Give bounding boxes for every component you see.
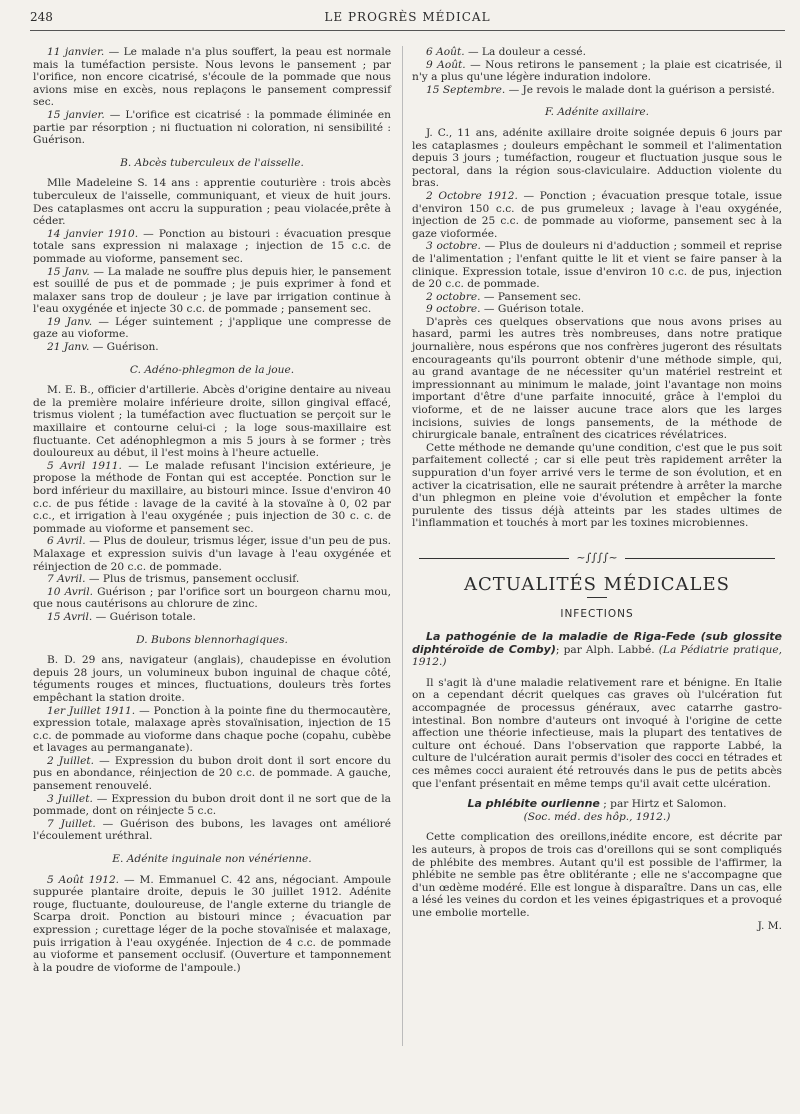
paragraph xyxy=(412,84,782,97)
entry-date: 6 Avril. xyxy=(47,535,86,548)
paragraph xyxy=(33,793,391,818)
entry-date: 15 janvier. xyxy=(47,108,105,121)
entry-date: 9 octobre. xyxy=(426,303,481,316)
entry-text: — Guérison. xyxy=(89,341,159,354)
entry-text: — Expression du bubon droit dont il ne sort que de la pommade, dont on réinjecte 5 c.c. xyxy=(33,792,391,818)
entry-date: 15 Avril. xyxy=(47,610,93,623)
entry-date: 21 Janv. xyxy=(47,341,90,354)
entry-date: 3 octobre. xyxy=(426,240,481,253)
section-heading-d: D. Bubons blennorhagiques. xyxy=(136,633,288,646)
entry-date: 19 Janv. xyxy=(47,315,93,328)
entry-text: — Léger suintement ; j'applique une compresse de gaze au vioforme. xyxy=(33,315,391,341)
right-column xyxy=(412,46,782,932)
paragraph xyxy=(33,535,391,573)
section-heading-f: F. Adénite axillaire. xyxy=(544,106,650,119)
paragraph xyxy=(412,240,782,290)
article-title: La phlébite ourlienne xyxy=(467,797,600,811)
entry-text: — Plus de douleur, trismus léger, issue d'un peu de pus. Malaxage et expression suivis d'un lavage à l'eau oxygénée et réinjection de 20 c.c. de pommade. xyxy=(33,535,391,573)
spacer xyxy=(412,669,782,677)
paragraph xyxy=(33,109,391,147)
entry-text: — Le malade refusant l'incision extérieure, je propose la méthode de Fontan qui est acceptée. Ponction sur le bord inférieur du maxillaire, au bistouri mince. Issue d'environ 40 c.c. de pus fétide : lavage de la cavité à la stovaïne à 0, 02 par c.c., et irrigation à l'eau oxygénée ; puis injection de 30 c. c. de pommade au vioforme et pansement sec. xyxy=(33,459,391,535)
entry-date: 1er Juillet 1911. xyxy=(47,704,136,717)
page-header xyxy=(30,10,785,30)
section-title: ACTUALITÉS MÉDICALES xyxy=(464,573,730,595)
article-authors: ; par Alph. Labbé. xyxy=(555,643,655,656)
entry-text: — La douleur a cessé. xyxy=(464,46,586,58)
paragraph xyxy=(33,818,391,843)
entry-text: — Guérison totale. xyxy=(480,303,585,316)
paragraph: Mlle Madeleine S. 14 ans : apprentie couturière : trois abcès tuberculeux de l'aisselle, communiquant, et vieux de huit jours. Des cataplasmes ont accru la suppuration ; peau violacée,prête à céder. xyxy=(33,177,391,228)
journal-title: LE PROGRÈS MÉDICAL xyxy=(324,10,491,24)
paragraph: B. D. 29 ans, navigateur (anglais), chaudepisse en évolution depuis 28 jours, un volumineux bubon inguinal de chaque côté, téguments rouges et minces, fluctuations, douleurs très fortes empêchant la station droite. xyxy=(33,654,391,704)
paragraph: D'après ces quelques observations que nous avons prises au hasard, parmi les autres très nombreuses, dans notre pratique journalière, nous espérons que nos confrères jugeront des résultats encourageants qu'ils pourront obtenir d'une méthode simple, qui, au grand avantage de ne nécessiter qu'un matériel restreint et impressionnant au minimum le malade, joint l'avantage non moins important d'être d'une parfaite innocuité, grâce à l'emploi du vioforme, et de ne laisser aucune trace alors que les larges incisions, suivies de longs pansements, de la méthode de chirurgicale banale, entraînent des cicatrices révélatrices. xyxy=(412,315,782,442)
paragraph: J. C., 11 ans, adénite axillaire droite soignée depuis 6 jours par les cataplasmes ; douleurs empêchant le sommeil et l'alimentation depuis 3 jours ; tuméfaction, rougeur et fluctuation jusque sous le pectoral, dans la région sous-claviculaire. Adduction violente du bras. xyxy=(412,126,782,190)
entry-date: 14 janvier 1910. xyxy=(47,227,139,240)
paragraph xyxy=(412,190,782,240)
section-heading-c: C. Adéno-phlegmon de la joue. xyxy=(129,363,295,376)
paragraph: Il s'agit là d'une maladie relativement rare et bénigne. En Italie on a cependant décrit quelques cas graves où l'ulcération fut accompagnée de processus généraux, avec catarrhe gastro-intestinal. Bon nombre d'auteurs ont invoqué à l'origine de cette affection une théorie infectieuse, mais la plupart des tentatives de culture ont échoué. Dans l'observation que rapporte Labbé, la culture de l'ulcération aurait permis d'isoler des cocci en tétrades et ces mêmes cocci auraient été retrouvés dans le pus de petits abcès que l'enfant présentait en même temps qu'il avait cette ulcération. xyxy=(412,676,782,790)
entry-date: 7 Avril. xyxy=(47,573,86,586)
entry-date: 9 Août. xyxy=(426,58,466,71)
paragraph xyxy=(412,291,782,304)
paragraph xyxy=(33,460,391,536)
entry-text: — Pansement sec. xyxy=(480,290,582,303)
entry-text: — Ponction ; évacuation presque totale, issue d'environ 150 c.c. de pus grumeleux ; lavage à l'eau oxygénée, injection de 25 c.c. de pommade au vioforme, pansement sec à la gaze vioformée. xyxy=(412,189,783,240)
entry-text: — Guérison des bubons, les lavages ont amélioré l'écoulement uréthral. xyxy=(33,817,391,843)
page-number: 248 xyxy=(30,10,53,24)
article-title: La pathogénie de la maladie de Riga-Fede (sub glossite diphtéroïde de Comby) xyxy=(412,630,782,656)
entry-text: — Guérison totale. xyxy=(92,610,196,623)
entry-text: — Expression du bubon droit dont il sort encore du pus en abondance, réinjection de 20 c.c. de pommade. A gauche, pansement renouvelé. xyxy=(33,754,391,793)
left-column xyxy=(33,46,391,974)
entry-text: — M. Emmanuel C. 42 ans, négociant. Ampoule suppurée plantaire droite, depuis le 30 juillet 1912. Adénite rouge, fluctuante, douloureuse, de l'angle externe du triangle de Scarpa droit. Ponction au bistouri mince ; évacuation par expression ; curettage léger de la poche stovaïnisée et malaxage, puis irrigation à l'eau oxygénée. Injection de 4 c.c. de pommade au vioforme et pansement occlusif. (Ouverture et tamponnement à la poudre de vioforme de l'ampoule.) xyxy=(33,873,391,974)
paragraph xyxy=(33,46,391,109)
paragraph xyxy=(33,266,391,316)
entry-date: 6 Août. xyxy=(426,46,465,58)
subsection-title: INFECTIONS xyxy=(560,608,634,621)
article-source: (La Pédiatrie pratique, 1912.) xyxy=(412,643,782,669)
ornament-rule xyxy=(625,558,775,559)
section-heading-e: E. Adénite inguinale non vénérienne. xyxy=(112,853,312,866)
entry-text: — Plus de douleurs ni d'adduction ; sommeil et reprise de l'alimentation ; l'enfant quitte le lit et vient se faire panser à la clinique. Expression totale, issue d'environ 10 c.c. de pus, injection de 20 c.c. de pommade. xyxy=(412,240,782,291)
paragraph: Cette méthode ne demande qu'une condition, c'est que le pus soit parfaitement collecté ; car si elle peut très rapidement arrêter la suppuration d'un foyer arrivé vers le terme de son évolution, et en activer la cicatrisation, elle ne saurait prétendre à arrêter la marche d'un phlegmon en pleine voie d'évolution et empêcher la fonte purulente des tissus déjà atteints par les stades ultimes de l'inflammation et touchés à mort par les toxines microbiennes. xyxy=(412,441,782,530)
entry-text: — Je revois le malade dont la guérison a persisté. xyxy=(505,83,775,96)
ornament-flourish: ~∫∫∫∫~ xyxy=(576,550,618,564)
section-ornament xyxy=(412,552,782,565)
paragraph xyxy=(33,316,391,341)
entry-text: Guérison ; par l'orifice sort un bourgeon charnu mou, que nous cautérisons au chlorure de zinc. xyxy=(33,585,391,611)
signature: J. M. xyxy=(757,919,782,932)
paragraph xyxy=(412,303,782,316)
entry-text: — Le malade n'a plus souffert, la peau est normale mais la tuméfaction persiste. Nous levons le pansement ; par l'orifice, non encore cicatrisé, s'écoule de la pommade que nous avions mise en excès, nous replaçons le pansement compressif sec. xyxy=(33,46,391,109)
paragraph xyxy=(33,705,391,755)
article-heading xyxy=(412,798,782,823)
entry-date: 15 Septembre. xyxy=(426,83,506,96)
entry-text: — Nous retirons le pansement ; la plaie est cicatrisée, il n'y a plus qu'une légère induration indolore. xyxy=(412,58,782,84)
paragraph xyxy=(33,573,391,586)
paragraph xyxy=(33,586,391,611)
paragraph xyxy=(33,611,391,624)
entry-date: 10 Avril. xyxy=(47,585,93,598)
paragraph xyxy=(33,341,391,354)
article-authors: ; par Hirtz et Salomon. xyxy=(599,798,727,811)
entry-date: 5 Août 1912. xyxy=(47,873,120,886)
entry-date: 3 Juillet. xyxy=(47,792,93,805)
title-rule xyxy=(587,597,607,598)
spacer xyxy=(412,823,782,831)
article-heading xyxy=(412,631,782,669)
paragraph: Cette complication des oreillons,inédite encore, est décrite par les auteurs, à propos de trois cas d'oreillons qui se sont compliqués de phlébite des membres. Autant qu'il est possible de l'affirmer, la phlébite ne semble pas être oblitérante ; elle ne s'accompagne que d'un œdème modéré. Elle est longue à disparaître. Dans un cas, elle a lésé les veines du cordon et les veines épigastriques et a provoqué une embolie mortelle. xyxy=(412,831,782,919)
paragraph xyxy=(33,874,391,975)
paragraph: M. E. B., officier d'artillerie. Abcès d'origine dentaire au niveau de la première molaire inférieure droite, sillon gingival effacé, trismus violent ; la tuméfaction avec fluctuation se perçoit sur le maxillaire et contourne celui-ci ; la loge sous-maxillaire est fluctuante. Cet adénophlegmon a mis 5 jours à se former ; très douloureux au début, il l'est moins à l'heure actuelle. xyxy=(33,384,391,460)
paragraph xyxy=(412,59,782,84)
paragraph xyxy=(412,46,782,59)
entry-text: — Plus de trismus, pansement occlusif. xyxy=(85,573,300,586)
section-heading-b: B. Abcès tuberculeux de l'aisselle. xyxy=(120,156,304,169)
column-divider xyxy=(402,46,403,1046)
ornament-rule xyxy=(419,558,569,559)
entry-date: 15 Janv. xyxy=(47,265,90,278)
entry-date: 5 Avril 1911. xyxy=(47,459,122,472)
entry-text: — Ponction à la pointe fine du thermocautère, expression totale, malaxage après stovaïnisation, injection de 15 c.c. de pommade au vioforme dans chaque poche (copahu, cubèbe et lavages au permanganate). xyxy=(33,704,391,755)
entry-date: 11 janvier. xyxy=(47,46,105,58)
article-source: (Soc. méd. des hôp., 1912.) xyxy=(523,810,671,823)
entry-text: — La malade ne souffre plus depuis hier, le pansement est souillé de pus et de pommade ; je puis exprimer à fond et malaxer sans trop de douleur ; je lave par irrigation continue à l'eau oxygénée et injecte 30 c.c. de pommade ; pansement sec. xyxy=(33,265,391,316)
entry-date: 7 Juillet. xyxy=(47,817,96,830)
entry-date: 2 octobre. xyxy=(426,290,481,303)
entry-text: — L'orifice est cicatrisé : la pommade éliminée en partie par résorption ; ni fluctuation ni coloration, ni sensibilité : Guérison. xyxy=(33,108,391,147)
paragraph xyxy=(33,228,391,266)
header-rule xyxy=(30,30,785,31)
entry-text: — Ponction au bistouri : évacuation presque totale sans expression ni malaxage ; injection de 15 c.c. de pommade au vioforme, pansement sec. xyxy=(33,227,391,265)
entry-date: 2 Juillet. xyxy=(47,754,95,767)
paragraph xyxy=(33,755,391,793)
entry-date: 2 Octobre 1912. xyxy=(426,189,518,202)
